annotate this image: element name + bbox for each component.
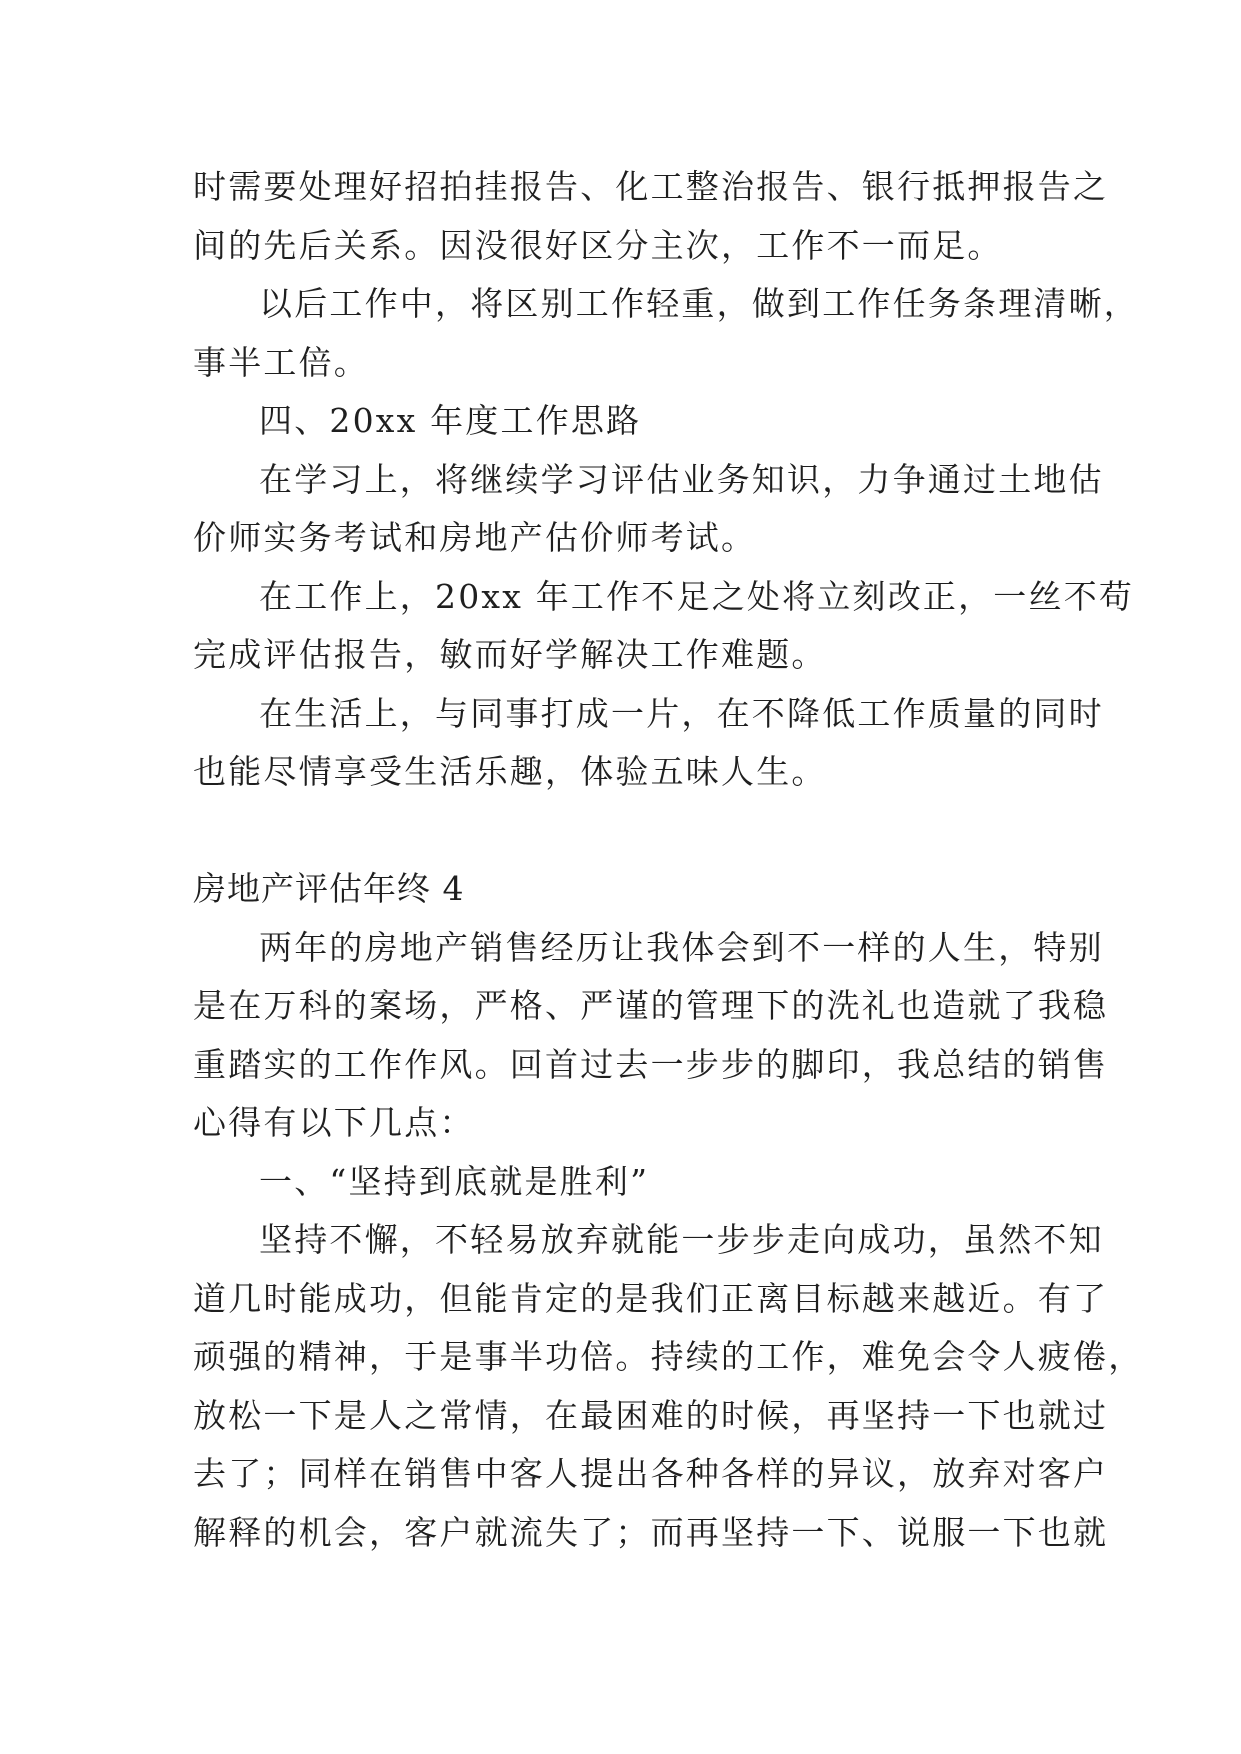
text-line: 解释的机会，客户就流失了；而再坚持一下、说服一下也就	[193, 1512, 1109, 1552]
text-line: 完成评估报告，敏而好学解决工作难题。	[193, 635, 827, 674]
heading-text: 四、20xx 年度工作思路	[259, 401, 642, 440]
text-line: 价师实务考试和房地产估价师考试。	[193, 518, 757, 557]
paragraph-life	[193, 685, 1104, 802]
document-body	[193, 158, 1144, 1562]
text-line: 间的先后关系。因没很好区分主次，工作不一而足。	[193, 225, 1003, 265]
paragraph-work	[193, 568, 1135, 685]
text-line: 放松一下是人之常情，在最困难的时候，再坚持一下也就过	[193, 1395, 1109, 1435]
paragraph-intro	[193, 919, 1109, 1153]
text-line: 是在万科的案场，严格、严谨的管理下的洗礼也造就了我稳	[193, 986, 1109, 1025]
section-gap	[193, 802, 1053, 861]
text-line: 也能尽情享受生活乐趣，体验五味人生。	[193, 752, 827, 791]
text-line: 去了；同样在销售中客人提出各种各样的异议，放弃对客户	[193, 1454, 1109, 1493]
text-line: 坚持不懈，不轻易放弃就能一步步走向成功，虽然不知	[259, 1220, 1104, 1259]
text-line: 在学习上，将继续学习评估业务知识，力争通过土地估	[259, 459, 1104, 499]
heading-work-plan	[193, 392, 1053, 451]
paragraph-study	[193, 451, 1104, 568]
text-line: 事半工倍。	[193, 342, 369, 382]
text-line: 在生活上，与同事打成一片，在不降低工作质量的同时	[259, 693, 1104, 733]
paragraph-point-1	[193, 1211, 1144, 1562]
text-line: 道几时能成功，但能肯定的是我们正离目标越来越近。有了	[193, 1278, 1109, 1318]
heading-text: 一、“坚持到底就是胜利”	[259, 1161, 650, 1201]
heading-point-1	[193, 1153, 1053, 1212]
paragraph-improvement	[193, 275, 1139, 392]
text-line: 重踏实的工作作风。回首过去一步步的脚印，我总结的销售	[193, 1044, 1109, 1084]
paragraph-continuation	[193, 158, 1109, 275]
text-line: 两年的房地产销售经历让我体会到不一样的人生，特别	[259, 927, 1104, 967]
section-title-text: 房地产评估年终 4	[193, 869, 465, 908]
text-line: 在工作上，20xx 年工作不足之处将立刻改正，一丝不苟	[259, 576, 1135, 616]
text-line: 心得有以下几点：	[193, 1103, 475, 1142]
text-line: 时需要处理好招拍挂报告、化工整治报告、银行抵押报告之	[193, 167, 1109, 206]
text-line: 以后工作中，将区别工作轻重，做到工作任务条理清晰，	[259, 284, 1139, 323]
text-line: 顽强的精神，于是事半功倍。持续的工作，难免会令人疲倦，	[193, 1337, 1144, 1376]
section-title	[193, 860, 1053, 919]
